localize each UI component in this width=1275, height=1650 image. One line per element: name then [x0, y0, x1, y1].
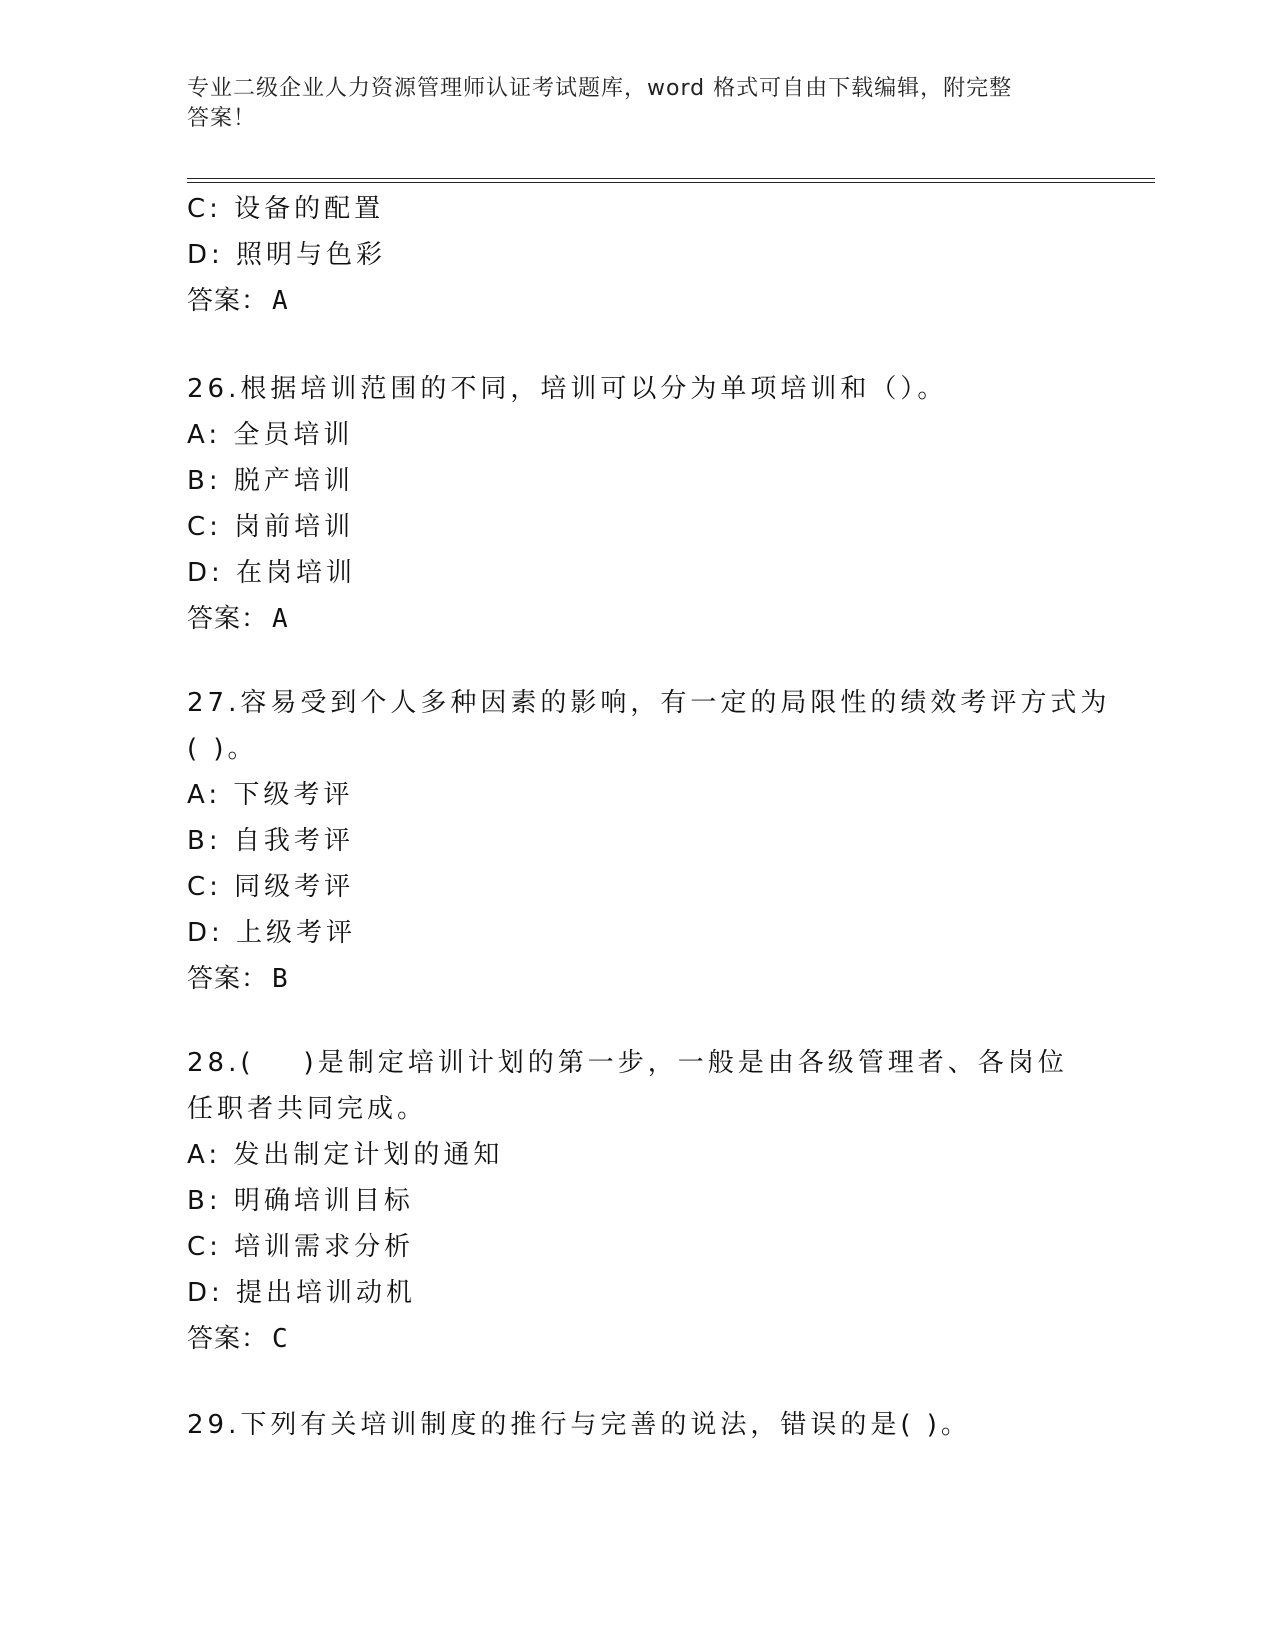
answer-value: C	[272, 1324, 289, 1354]
question-25-tail	[187, 186, 1087, 324]
question-27	[187, 680, 1111, 1002]
option-a: A: 下级考评	[187, 780, 354, 810]
answer-value: B	[272, 964, 289, 994]
answer-label: 答案：	[187, 286, 269, 316]
answer-line	[187, 1316, 1087, 1362]
option-d: D: 照明与色彩	[187, 240, 387, 270]
question-text-line-1: 28.( )是制定培训计划的第一步，一般是由各级管理者、各岗位	[187, 1048, 1068, 1078]
option-b: B: 明确培训目标	[187, 1186, 414, 1216]
answer-value: A	[272, 286, 289, 316]
option-b: B: 自我考评	[187, 826, 354, 856]
answer-line	[187, 278, 1087, 324]
answer-line	[187, 596, 1087, 642]
question-text: 29.下列有关培训制度的推行与完善的说法，错误的是( )。	[187, 1410, 971, 1440]
option-d: D: 提出培训动机	[187, 1278, 417, 1308]
question-29	[187, 1402, 1087, 1448]
question-26	[187, 366, 1087, 642]
header-line-1: 专业二级企业人力资源管理师认证考试题库，word 格式可自由下载编辑，附完整	[187, 76, 1013, 101]
question-text-line-2: 任职者共同完成。	[187, 1094, 428, 1124]
question-text-line-1: 27.容易受到个人多种因素的影响，有一定的局限性的绩效考评方式为	[187, 688, 1111, 718]
question-text: 26.根据培训范围的不同，培训可以分为单项培训和（）。	[187, 374, 948, 404]
option-c: C: 岗前培训	[187, 512, 355, 542]
option-d: D: 在岗培训	[187, 558, 357, 588]
option-b: B: 脱产培训	[187, 466, 354, 496]
header-line-2: 答案！	[187, 106, 257, 131]
option-a: A: 发出制定计划的通知	[187, 1140, 504, 1170]
option-c: C: 设备的配置	[187, 194, 385, 224]
document-header	[187, 74, 1087, 134]
answer-value: A	[272, 604, 289, 634]
answer-label: 答案：	[187, 604, 269, 634]
question-text-line-2: ( )。	[187, 734, 258, 764]
answer-label: 答案：	[187, 964, 269, 994]
header-rule-bottom	[187, 182, 1155, 183]
option-d: D: 上级考评	[187, 918, 357, 948]
answer-label: 答案：	[187, 1324, 269, 1354]
question-28	[187, 1040, 1087, 1362]
answer-line	[187, 956, 1087, 1002]
option-c: C: 培训需求分析	[187, 1232, 415, 1262]
header-rule-top	[187, 178, 1155, 179]
option-a: A: 全员培训	[187, 420, 354, 450]
option-c: C: 同级考评	[187, 872, 355, 902]
